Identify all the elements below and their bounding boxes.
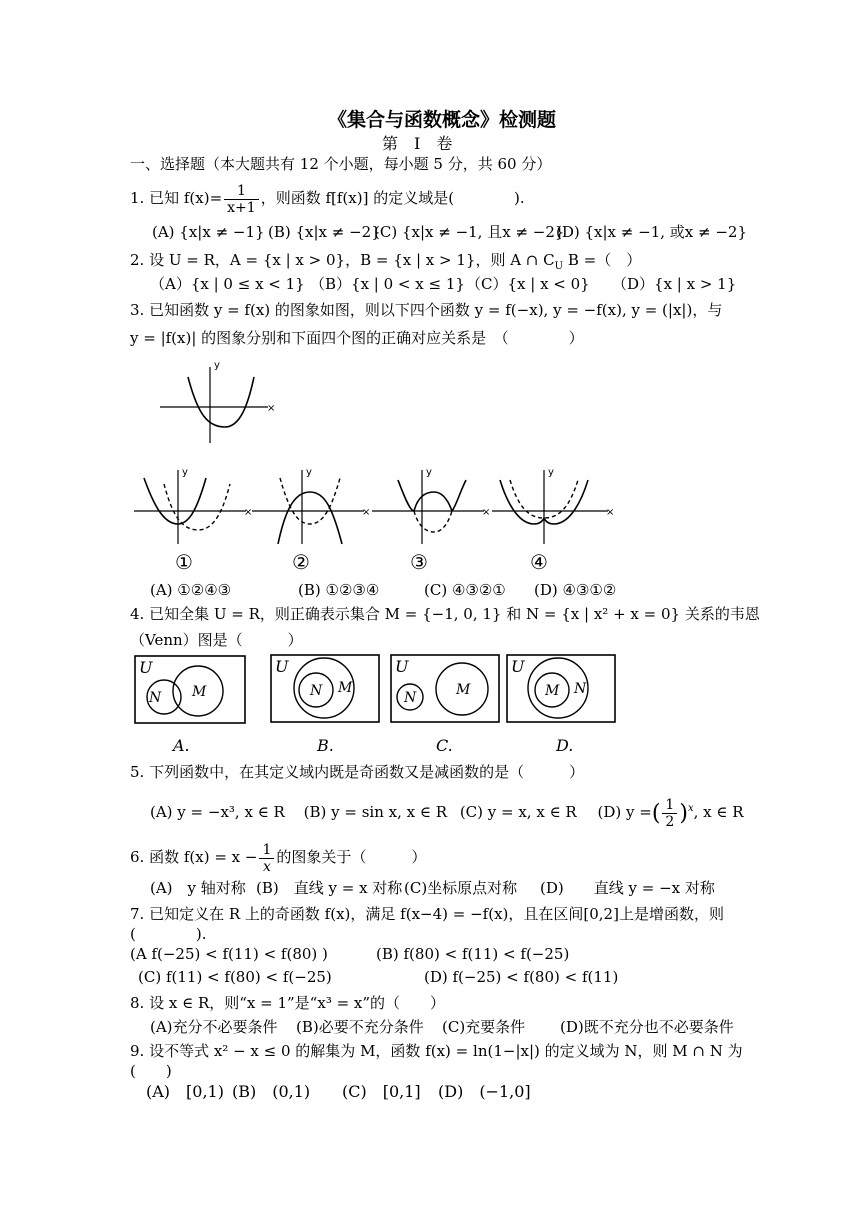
venn-b (270, 654, 382, 724)
q3-main-graph (150, 355, 280, 450)
venn-label-b: B. (317, 736, 334, 755)
q7-option-b: (B) f(80) < f(11) < f(−25) (376, 945, 570, 963)
q7-option-a: (A f(−25) < f(11) < f(80) ) (130, 945, 328, 963)
q7-option-c: (C) f(11) < f(80) < f(−25) (138, 968, 332, 986)
main-x-label: × (267, 403, 276, 414)
q5-option-d-pre: (D) y = (597, 803, 652, 821)
venn-c (390, 654, 502, 724)
q9-option-a: (A) [0,1) (146, 1082, 224, 1101)
q3-option-b: (B) ①②③④ (298, 581, 380, 599)
q1-stem (130, 181, 525, 216)
venn-a (134, 655, 246, 725)
q2-option-a: （A）{x | 0 ≤ x < 1} (150, 275, 305, 293)
q6-option-b: (B) 直线 y = x 对称 (256, 879, 403, 897)
venn-c-n-label: N (404, 690, 417, 706)
venn-b-u-label: U (275, 657, 289, 676)
q3-option-a: (A) ①②④③ (150, 581, 232, 599)
q8-option-d: (D)既不充分也不必要条件 (560, 1018, 734, 1036)
q3-graph-4 (490, 466, 615, 546)
graph-label-4: ④ (530, 550, 548, 574)
q2-option-b: （B）{x | 0 < x ≤ 1} (310, 275, 465, 293)
q3-graph-3 (370, 466, 490, 546)
q6-stem-pre: 6. 函数 f(x) = x − (130, 848, 258, 866)
q3-option-c: (C) ④③②① (424, 581, 506, 599)
q3-stem-line1: 3. 已知函数 y = f(x) 的图象如图，则以下四个函数 y = f(−x), y = −f(x), y = (|x|)，与 (130, 301, 723, 319)
g1-solid-curve (144, 478, 206, 524)
q5-option-d-num: 1 (662, 797, 677, 814)
graph-label-1: ① (175, 550, 193, 574)
venn-c-u-label: U (395, 657, 409, 676)
q3-graph-2 (250, 466, 370, 546)
g3-x-label: × (482, 507, 491, 518)
q1-stem-pre: 1. 已知 f(x)= (130, 189, 223, 207)
g1-y-label: y (182, 467, 188, 478)
q5-option-d (597, 796, 744, 830)
q4-stem-line2: （Venn）图是（ ） (130, 631, 303, 649)
q5-option-d-fraction (662, 797, 677, 830)
g2-y-label: y (306, 467, 312, 478)
graph-label-2: ② (292, 550, 310, 574)
venn-c-m-label: M (456, 682, 471, 698)
q8-option-a: (A)充分不必要条件 (150, 1018, 278, 1036)
q5-paren-right: ) (679, 801, 688, 826)
q2-stem-sub: U (554, 261, 564, 272)
q6-fraction-den: x (262, 858, 271, 875)
g2-dashed-curve (280, 478, 340, 524)
q9-option-b: (B) (0,1) (232, 1082, 311, 1101)
q5-options (150, 790, 744, 833)
q5-option-d-post: , x ∈ R (693, 803, 744, 821)
main-curve (188, 377, 254, 427)
venn-d-m-label: M (545, 683, 560, 699)
q9-stem-line1: 9. 设不等式 x² − x ≤ 0 的解集为 M，函数 f(x) = ln(1−|x|) 的定义域为 N，则 M ∩ N 为 (130, 1042, 743, 1060)
venn-b-n-label: N (310, 683, 323, 699)
q3-stem-line2: y = |f(x)| 的图象分别和下面四个图的正确对应关系是 （ ） (130, 329, 584, 347)
g2-x-label: × (362, 507, 371, 518)
venn-d-n-label: N (574, 681, 587, 697)
g3-dashed-curve (414, 511, 452, 532)
venn-label-d: D. (556, 736, 574, 755)
q5-option-a: (A) y = −x³, x ∈ R (150, 803, 285, 821)
q9-option-c: (C) [0,1] (342, 1082, 421, 1101)
q6-fraction-num: 1 (259, 842, 274, 859)
q6-option-d: (D) 直线 y = −x 对称 (540, 879, 715, 897)
q1-option-d: (D) {x|x ≠ −1, 或x ≠ −2} (556, 223, 747, 241)
q9-stem-line2: ( ) (130, 1062, 172, 1080)
q2-stem-tail: B =（ ） (563, 251, 642, 269)
q1-option-c: (C) {x|x ≠ −1, 且x ≠ −2} (374, 223, 565, 241)
q6-stem (130, 840, 426, 875)
venn-d (506, 654, 618, 724)
q1-fraction (224, 183, 259, 216)
q6-stem-post: 的图象关于（ ） (276, 848, 427, 866)
q3-option-d: (D) ④③①② (534, 581, 617, 599)
main-y-label: y (214, 360, 220, 371)
q7-option-d: (D) f(−25) < f(80) < f(11) (424, 968, 619, 986)
q7-stem-line2: ( ). (130, 925, 207, 943)
g1-x-label: × (244, 507, 253, 518)
venn-b-m-label: M (338, 680, 353, 696)
venn-a-m-label: M (192, 684, 207, 700)
venn-d-u-label: U (511, 657, 525, 676)
q5-stem: 5. 下列函数中，在其定义域内既是奇函数又是减函数的是（ ） (130, 763, 585, 781)
q5-paren-left: ( (651, 801, 661, 826)
g4-x-label: × (606, 507, 615, 518)
q8-stem: 8. 设 x ∈ R，则“x = 1”是“x³ = x”的（ ） (130, 994, 446, 1012)
q9-option-d: (D) (−1,0] (438, 1082, 531, 1101)
doc-title: 《集合与函数概念》检测题 (328, 109, 557, 131)
g3-y-label: y (426, 467, 432, 478)
q2-option-c: （C）{x | x < 0} (466, 275, 590, 293)
q7-stem-line1: 7. 已知定义在 R 上的奇函数 f(x)，满足 f(x−4) = −f(x)，且在区间[0,2]上是增函数，则 (130, 905, 724, 923)
q2-stem (130, 250, 641, 277)
q5-option-b: (B) y = sin x, x ∈ R (303, 803, 448, 821)
q3-graph-1 (132, 466, 252, 546)
q6-fraction (259, 842, 274, 875)
q8-option-b: (B)必要不充分条件 (296, 1018, 424, 1036)
g3-solid-curve (398, 480, 466, 511)
q2-option-d: （D）{x | x > 1} (612, 275, 737, 293)
g4-y-label: y (548, 467, 554, 478)
venn-label-c: C. (436, 736, 453, 755)
q2-stem-text: 2. 设 U = R，A = {x | x > 0}，B = {x | x > 1}，则 A ∩ C (130, 251, 555, 269)
q5-option-d-exp: x (687, 803, 694, 814)
q8-option-c: (C)充要条件 (442, 1018, 526, 1036)
volume-label: 第 Ⅰ 卷 (382, 134, 453, 153)
q1-fraction-num: 1 (224, 183, 259, 200)
q1-stem-post: ，则函数 f[f(x)] 的定义域是( ). (260, 189, 525, 207)
q4-stem-line1: 4. 已知全集 U = R，则正确表示集合 M = {−1, 0, 1} 和 N = {x | x² + x = 0} 关系的韦恩 (130, 605, 760, 623)
q5-option-d-den: 2 (665, 813, 675, 830)
venn-a-u-label: U (139, 658, 153, 677)
q1-option-b: (B) {x|x ≠ −2} (268, 223, 381, 241)
graph-label-3: ③ (410, 550, 428, 574)
q1-option-a: (A) {x|x ≠ −1} (152, 223, 265, 241)
venn-label-a: A. (173, 736, 190, 755)
q1-fraction-den: x+1 (227, 199, 256, 216)
venn-a-n-label: N (149, 690, 162, 706)
q5-option-c: (C) y = x, x ∈ R (459, 803, 577, 821)
section-heading: 一、选择题（本大题共有 12 个小题，每小题 5 分，共 60 分） (130, 155, 552, 173)
q6-option-a: (A) y 轴对称 (150, 879, 246, 897)
q6-option-c: (C)坐标原点对称 (404, 879, 518, 897)
